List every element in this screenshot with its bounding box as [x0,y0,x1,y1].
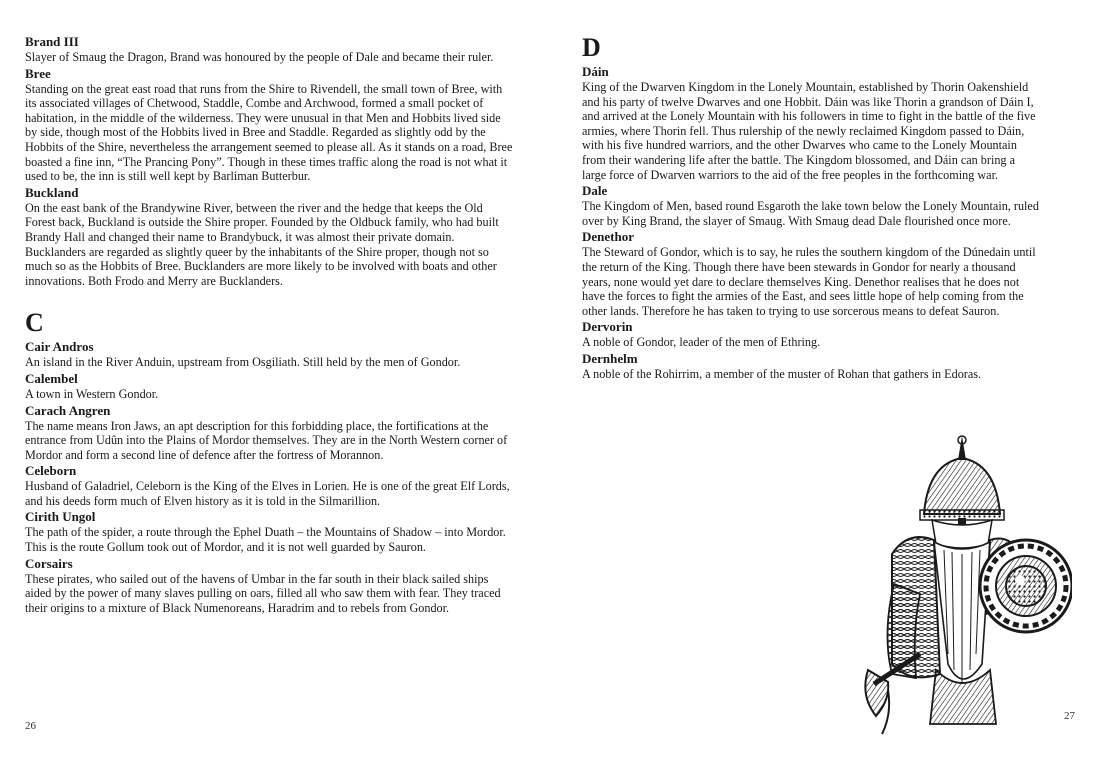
entry-title: Denethor [582,229,634,245]
entry-body: The path of the spider, a route through the Ephel Duath – the Mountains of Shadow – into Mordor. This is the route Gollum took out of Mordor, and it is not well guarded by Sauron. [25,525,506,555]
entry-title: Cair Andros [25,339,94,355]
entry [25,66,515,184]
entry-title: Cirith Ungol [25,509,96,525]
entry-title: Buckland [25,184,79,200]
entry [582,183,1042,228]
entry-body: Slayer of Smaug the Dragon, Brand was honoured by the people of Dale and became their ruler. [25,50,494,64]
entry-body: The Steward of Gondor, which is to say, he rules the southern kingdom of the Dúnedain until the return of the King. Though there have been stewards in Gondor for nearly a thousand years, none would yet dare to declare themselves King. Denethor realises that he does not have the forces to fight the armies of the East, and sees little hope of help coming from the other lands. Therefore he has taken to trying to use sorcerous means to defeat Sauron. [582,245,1036,318]
entry-body: The Kingdom of Men, based round Esgaroth the lake town below the Lonely Mountain, ruled over by King Brand, the slayer of Smaug. With Smaug dead Dale flourished once more. [582,199,1039,228]
entry [25,371,515,402]
entry-body: A noble of the Rohirrim, a member of the muster of Rohan that gathers in Edoras. [582,366,982,381]
entry-title: Corsairs [25,555,73,571]
entry [25,339,515,370]
section-letter-d: D [582,33,601,62]
page-number-right: 27 [1064,710,1075,722]
entry-title: Dáin [582,64,609,79]
entry-title: Dale [582,183,608,199]
right-page [582,34,1042,383]
entry [582,229,1042,318]
entries-c-section [25,339,515,615]
entry-title: Calembel [25,370,78,386]
dwarf-warrior-illustration [862,434,1072,746]
entry-body: On the east bank of the Brandywine River, between the river and the hedge that keeps the Old Forest back, Buckland is outside the Shire proper. Founded by the Oldbuck family, who had built Brandy Hall and changed their name to Brandybuck, it was almost their private domain. Bucklanders are regarded as slightly queer by the inhabitants of the Shire proper, though not so much so as the Hobbits of Bree. Bucklanders are more likely to be involved with boats and other innovations. Both Frodo and Merry are Bucklanders. [25,200,499,288]
entry-title: Celeborn [25,463,77,479]
entry-body: A town in Western Gondor. [25,386,159,401]
entry [582,64,1042,182]
entry-title: Dervorin [582,319,633,335]
entry [582,351,1042,382]
entry-body: Husband of Galadriel, Celeborn is the King of the Elves in Lorien. He is one of the great Elf Lords, and his deeds form much of Elven history as it is told in the Silmarillion. [25,479,510,508]
entry [25,403,515,463]
entries-b-section [25,34,515,288]
entry [25,463,515,508]
entry [25,556,515,616]
entry-body: Standing on the great east road that runs from the Shire to Rivendell, the small town of Bree, with its associated villages of Chetwood, Staddle, Combe and Archwood, formed a small pocket of habitation, in the middle of the wilderness. They were unusual in that Men and Hobbits lived side by side, though most of the Hobbits lived in Bree and Staddle. Regarded as slightly odd by the Hobbits of the Shire, nevertheless the arrangement seemed to please all. As it stands on a road, Bree boasted a fine inn, “The Prancing Pony”. Though in these times traffic along the road is not what it used to be, the inn is still well kept by Barliman Butterbur. [25,81,513,184]
entry-body: King of the Dwarven Kingdom in the Lonely Mountain, established by Thorin Oakenshield and his party of twelve Dwarves and one Hobbit. Dáin was like Thorin a grandson of Dáin I, and arrived at the Lonely Mountain with his followers in time to fight in the battle of the five armies, where Thorin fell. Thus rulership of the newly reclaimed Kingdom passed to Dáin, with his five hundred warriors, and the other Dwarves who came to the Lonely Mountain from their wandering life after the battle. The Kingdom blossomed, and Dáin can bring a large force of Dwarven warriors to the aid of the free peoples in the forthcoming war. [582,80,1036,182]
entry-body: These pirates, who sailed out of the havens of Umbar in the far south in their black sailed ships aided by the power of many slaves pulling on oars, filled all who saw them with fear. They traced their origins to a mixture of Black Numenoreans, Haradrim and to rebels from Gondor. [25,571,501,615]
entry-title: Bree [25,65,51,81]
entry-body: An island in the River Anduin, upstream from Osgiliath. Still held by the men of Gondor. [25,355,461,370]
entry [25,185,515,289]
section-letter-c: C [25,308,44,338]
entry [25,34,515,65]
entry [582,319,1042,350]
entries-d-section [582,64,1042,382]
entry-body: A noble of Gondor, leader of the men of Ethring. [582,335,821,350]
entry-title: Carach Angren [25,402,111,418]
entry-body: The name means Iron Jaws, an apt description for this forbidding place, the fortifications at the entrance from Udûn into the Plains of Mordor themselves. They are in the North Western corner of Mordor and form a second line of defence after the fortress of Morannon. [25,418,508,462]
page-number-left: 26 [25,720,36,732]
entry-title: Brand III [25,34,79,49]
entry-title: Dernhelm [582,350,638,366]
left-page [25,34,515,616]
entry [25,509,515,554]
